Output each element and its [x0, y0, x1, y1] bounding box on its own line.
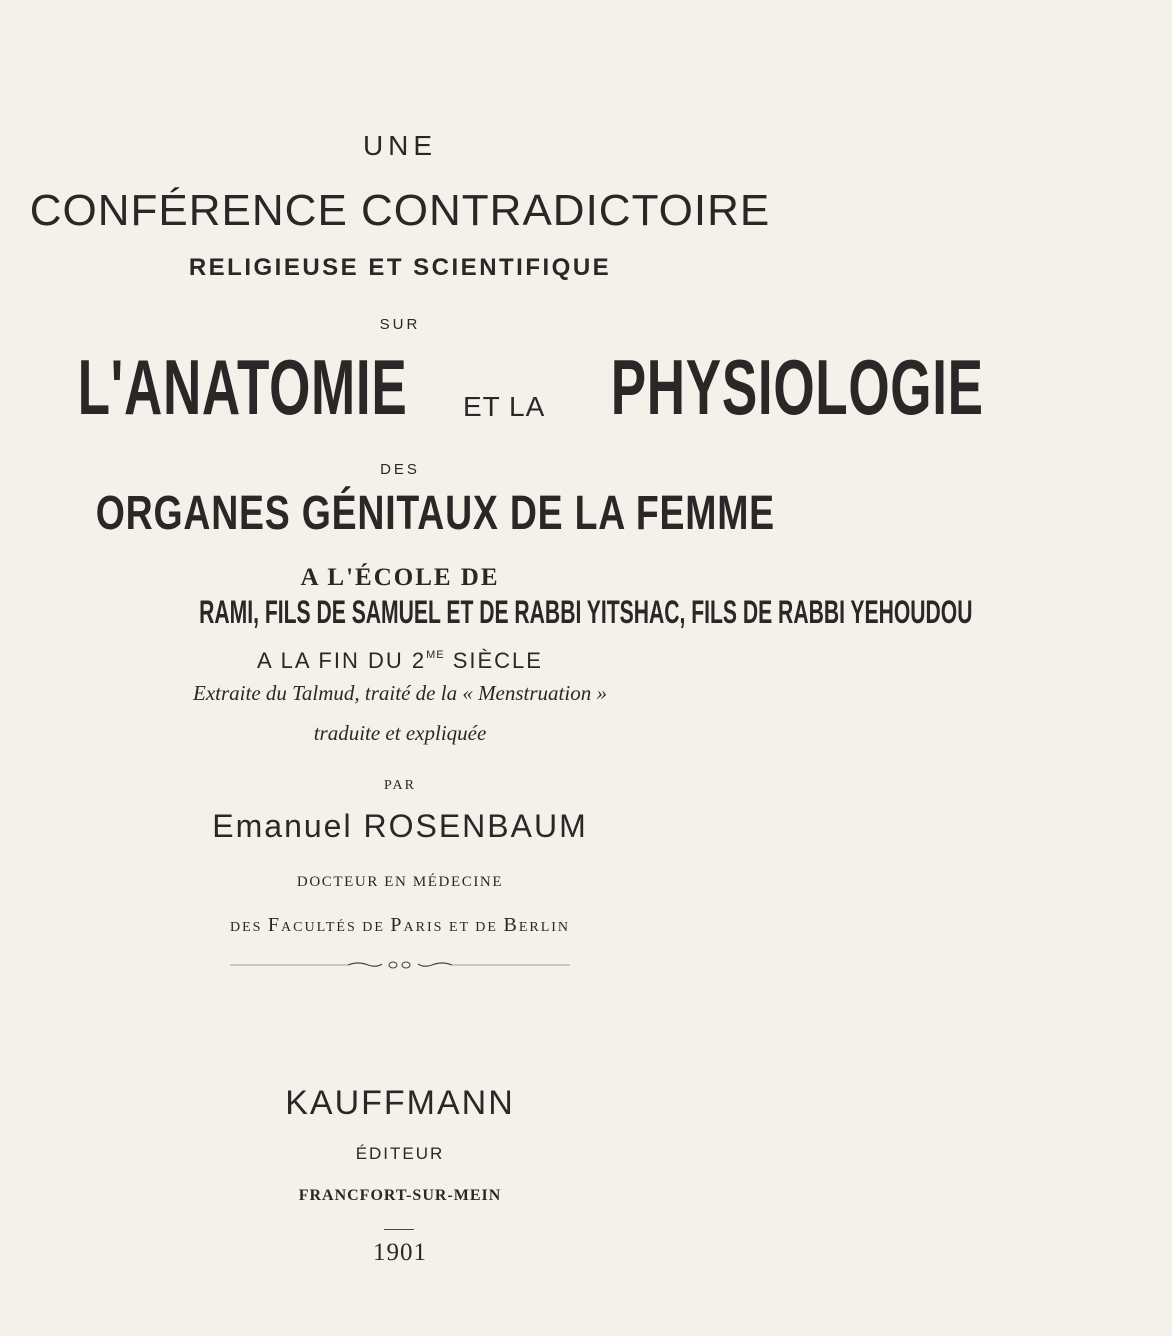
century-line: [0, 648, 800, 674]
lineage-text: RAMI, FILS DE SAMUEL ET DE RABBI YITSHAC, FILS DE RABBI YEHOUDOU: [199, 594, 973, 630]
faculties-de: DE: [356, 920, 391, 935]
author-title: DOCTEUR EN MÉDECINE: [296, 874, 504, 890]
title-organes: [0, 486, 800, 541]
faculties-p-rest: ARIS: [403, 920, 444, 935]
author-name: Emanuel ROSENBAUM: [212, 808, 588, 844]
connector-des: DES: [380, 461, 420, 478]
faculties-f-cap: F: [267, 914, 282, 936]
faculties-f-rest: ACULTÉS: [281, 920, 357, 935]
heading-religieuse: RELIGIEUSE ET SCIENTIFIQUE: [188, 254, 612, 281]
author-faculties: [0, 914, 800, 937]
short-rule: [384, 1229, 414, 1230]
ornament-divider-icon: [230, 960, 570, 970]
publisher-city: FRANCFORT-SUR-MEIN: [298, 1187, 502, 1204]
century-prefix: A LA FIN DU 2: [257, 648, 427, 673]
title-anatomie: L'ANATOMIE: [77, 343, 408, 431]
century-suffix: SIÈCLE: [444, 648, 543, 673]
subtitle-traduite: traduite et expliquée: [313, 721, 487, 745]
main-title: [0, 342, 984, 433]
connector-par: PAR: [384, 778, 416, 793]
subtitle-extraite: Extraite du Talmud, traité de la « Menstruation »: [193, 681, 607, 705]
heading-ecole: A L'ÉCOLE DE: [300, 564, 500, 591]
title-organes-text: ORGANES GÉNITAUX DE LA FEMME: [95, 487, 775, 540]
publisher-role: ÉDITEUR: [355, 1144, 445, 1163]
connector-sur: SUR: [379, 316, 421, 333]
faculties-b-cap: B: [503, 914, 519, 936]
century-superscript: ME: [426, 649, 445, 661]
faculties-b-rest: ERLIN: [518, 920, 571, 935]
title-physiologie: PHYSIOLOGIE: [611, 343, 984, 431]
faculties-des: DES: [229, 920, 268, 935]
faculties-et-de: ET DE: [443, 920, 504, 935]
publication-year: 1901: [373, 1239, 427, 1266]
heading-une: UNE: [362, 130, 438, 161]
lineage-line: [0, 594, 973, 631]
faculties-p-cap: P: [390, 914, 404, 936]
heading-conference: CONFÉRENCE CONTRADICTOIRE: [29, 186, 771, 235]
publisher-name: KAUFFMANN: [285, 1084, 515, 1122]
title-et-la: ET LA: [462, 391, 546, 422]
